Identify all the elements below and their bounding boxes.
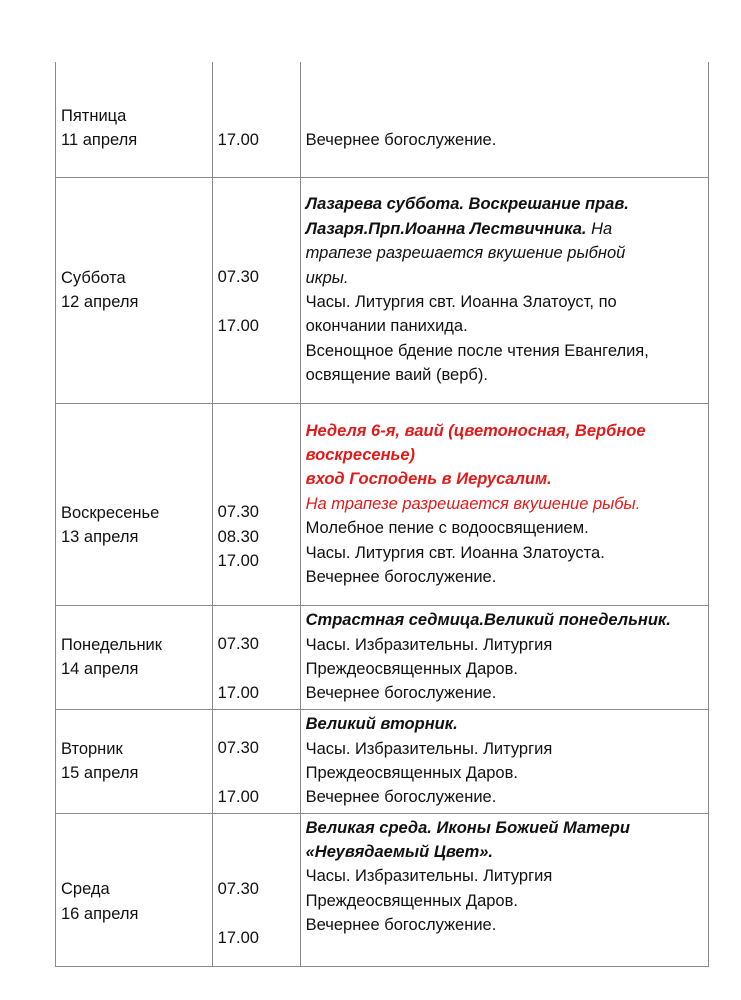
description-line: Часы. Избразительны. Литургия bbox=[305, 739, 553, 758]
description-line: Страстная седмица.Великий понедельник. bbox=[305, 611, 671, 630]
schedule-row bbox=[56, 813, 709, 966]
day-cell bbox=[56, 62, 213, 177]
schedule-row bbox=[56, 709, 709, 813]
day-name: Пятница bbox=[61, 106, 127, 125]
description-line: освящение ваий (верб). bbox=[305, 366, 488, 385]
description-line: икры. bbox=[305, 268, 349, 287]
service-time: 17.00 bbox=[217, 928, 259, 947]
description-cell bbox=[300, 605, 708, 709]
service-time: 17.00 bbox=[217, 131, 259, 150]
description-line: Преждеосвященных Даров. bbox=[305, 660, 518, 678]
time-cell bbox=[212, 403, 300, 605]
description-line: Великая среда. Иконы Божией Матери bbox=[305, 818, 630, 837]
day-date: 12 апреля bbox=[61, 293, 139, 311]
service-time: 07.30 bbox=[217, 739, 259, 758]
service-time: 17.00 bbox=[217, 684, 259, 703]
day-cell bbox=[56, 709, 213, 813]
day-date: 11 апреля bbox=[61, 131, 138, 150]
description-cell bbox=[300, 403, 708, 605]
day-cell bbox=[56, 813, 213, 966]
schedule-row bbox=[56, 177, 709, 403]
schedule-row bbox=[56, 403, 709, 605]
service-time bbox=[218, 657, 300, 681]
description-line: Всенощное бдение после чтения Евангелия, bbox=[305, 341, 649, 360]
description-line: Лазаря.Прп.Иоанна Лествичника. На bbox=[305, 219, 613, 238]
description-line: На трапезе разрешается вкушение рыбы. bbox=[305, 494, 641, 513]
day-name: Среда bbox=[61, 880, 110, 899]
service-time: 07.30 bbox=[217, 503, 259, 522]
day-name: Понедельник bbox=[61, 635, 162, 654]
day-date: 13 апреля bbox=[61, 528, 139, 546]
description-line: воскресенье) bbox=[305, 445, 416, 464]
description-line: Часы. Избразительны. Литургия bbox=[305, 867, 553, 886]
time-cell bbox=[212, 709, 300, 813]
description-line: Вечернее богослужение. bbox=[305, 916, 497, 935]
description-line: Великий вторник. bbox=[305, 715, 458, 734]
day-name: Воскресенье bbox=[61, 503, 160, 522]
description-line: Преждеосвященных Даров. bbox=[305, 764, 518, 782]
day-cell bbox=[56, 403, 213, 605]
day-cell bbox=[56, 177, 213, 403]
service-time: 08.30 bbox=[217, 527, 259, 546]
description-line: Лазарева суббота. Воскрешание прав. bbox=[305, 195, 629, 214]
description-line: «Неувядаемый Цвет». bbox=[305, 842, 494, 861]
description-line: Неделя 6-я, ваий (цветоносная, Вербное bbox=[305, 421, 646, 440]
day-date: 15 апреля bbox=[61, 764, 139, 782]
service-time: 17.00 bbox=[217, 552, 259, 571]
day-date: 16 апреля bbox=[61, 904, 139, 923]
description-cell bbox=[300, 177, 708, 403]
day-date: 14 апреля bbox=[61, 660, 139, 678]
service-time: 07.30 bbox=[217, 268, 259, 287]
day-name: Суббота bbox=[61, 268, 126, 287]
description-line: Вечернее богослужение. bbox=[305, 788, 497, 807]
schedule-table bbox=[55, 62, 709, 967]
description-line: Молебное пение с водоосвящением. bbox=[305, 519, 589, 538]
service-time: 07.30 bbox=[217, 879, 259, 898]
description-line: Вечернее богослужение. bbox=[305, 684, 497, 703]
schedule-row bbox=[56, 605, 709, 709]
description-cell bbox=[300, 62, 708, 177]
day-cell bbox=[56, 605, 213, 709]
time-cell bbox=[212, 177, 300, 403]
description-cell bbox=[300, 813, 708, 966]
service-time: 17.00 bbox=[217, 317, 259, 336]
description-cell bbox=[300, 709, 708, 813]
description-line: Вечернее богослужение. bbox=[305, 131, 497, 150]
description-line: Преждеосвященных Даров. bbox=[305, 891, 518, 910]
time-cell bbox=[212, 813, 300, 966]
schedule-row bbox=[56, 62, 709, 177]
description-line: Часы. Литургия свт. Иоанна Златоуста. bbox=[305, 543, 605, 562]
service-time: 17.00 bbox=[217, 788, 259, 807]
service-time bbox=[218, 290, 300, 314]
day-name: Вторник bbox=[61, 739, 123, 758]
service-time bbox=[218, 761, 300, 785]
description-line: Вечернее богослужение. bbox=[305, 568, 497, 587]
description-line: трапезе разрешается вкушение рыбной bbox=[305, 244, 626, 263]
description-line: окончании панихида. bbox=[305, 317, 468, 336]
description-line: Часы. Литургия свт. Иоанна Златоуст, по bbox=[305, 293, 617, 311]
description-line: Часы. Избразительны. Литургия bbox=[305, 635, 553, 654]
time-cell bbox=[212, 62, 300, 177]
description-line: вход Господень в Иерусалим. bbox=[305, 470, 552, 489]
service-time bbox=[218, 901, 300, 925]
service-time: 07.30 bbox=[217, 635, 259, 654]
time-cell bbox=[212, 605, 300, 709]
